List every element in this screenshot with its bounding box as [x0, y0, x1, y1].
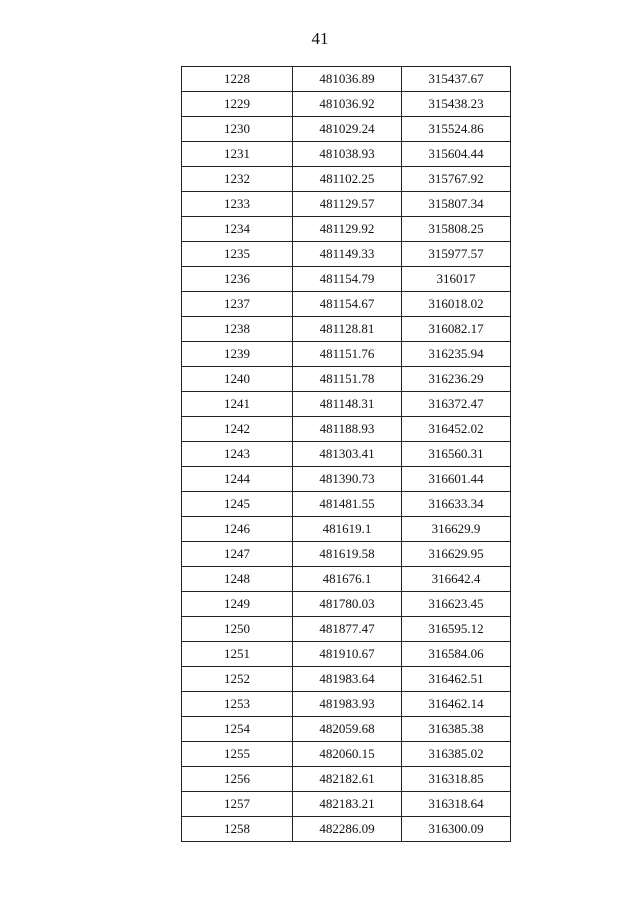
table-row — [182, 667, 511, 692]
point-number-cell: 1245 — [182, 492, 293, 517]
table-row — [182, 692, 511, 717]
point-number-cell: 1248 — [182, 567, 293, 592]
y-coordinate-cell: 316629.9 — [402, 517, 511, 542]
y-coordinate-cell: 316633.34 — [402, 492, 511, 517]
point-number-cell: 1242 — [182, 417, 293, 442]
point-number-cell: 1247 — [182, 542, 293, 567]
y-coordinate-cell: 315807.34 — [402, 192, 511, 217]
y-coordinate-cell: 316452.02 — [402, 417, 511, 442]
table-row — [182, 317, 511, 342]
y-coordinate-cell: 316462.51 — [402, 667, 511, 692]
table-row — [182, 242, 511, 267]
y-coordinate-cell: 316300.09 — [402, 817, 511, 842]
table-row — [182, 492, 511, 517]
y-coordinate-cell: 316595.12 — [402, 617, 511, 642]
table-row — [182, 267, 511, 292]
x-coordinate-cell: 481910.67 — [293, 642, 402, 667]
x-coordinate-cell: 482182.61 — [293, 767, 402, 792]
x-coordinate-cell: 481148.31 — [293, 392, 402, 417]
y-coordinate-cell: 316601.44 — [402, 467, 511, 492]
y-coordinate-cell: 316236.29 — [402, 367, 511, 392]
point-number-cell: 1246 — [182, 517, 293, 542]
table-row — [182, 117, 511, 142]
x-coordinate-cell: 481029.24 — [293, 117, 402, 142]
point-number-cell: 1228 — [182, 67, 293, 92]
table-row — [182, 67, 511, 92]
table-row — [182, 217, 511, 242]
table-row — [182, 567, 511, 592]
x-coordinate-cell: 481129.92 — [293, 217, 402, 242]
y-coordinate-cell: 316623.45 — [402, 592, 511, 617]
point-number-cell: 1252 — [182, 667, 293, 692]
point-number-cell: 1249 — [182, 592, 293, 617]
point-number-cell: 1233 — [182, 192, 293, 217]
y-coordinate-cell: 316082.17 — [402, 317, 511, 342]
x-coordinate-cell: 481149.33 — [293, 242, 402, 267]
y-coordinate-cell: 315524.86 — [402, 117, 511, 142]
y-coordinate-cell: 315808.25 — [402, 217, 511, 242]
x-coordinate-cell: 481481.55 — [293, 492, 402, 517]
point-number-cell: 1239 — [182, 342, 293, 367]
point-number-cell: 1244 — [182, 467, 293, 492]
y-coordinate-cell: 316318.64 — [402, 792, 511, 817]
x-coordinate-cell: 481619.1 — [293, 517, 402, 542]
point-number-cell: 1256 — [182, 767, 293, 792]
x-coordinate-cell: 481151.76 — [293, 342, 402, 367]
table-row — [182, 192, 511, 217]
x-coordinate-cell: 481983.93 — [293, 692, 402, 717]
x-coordinate-cell: 481154.67 — [293, 292, 402, 317]
point-number-cell: 1258 — [182, 817, 293, 842]
point-number-cell: 1250 — [182, 617, 293, 642]
table-row — [182, 767, 511, 792]
point-number-cell: 1251 — [182, 642, 293, 667]
x-coordinate-cell: 481036.89 — [293, 67, 402, 92]
x-coordinate-cell: 482059.68 — [293, 717, 402, 742]
table-row — [182, 542, 511, 567]
point-number-cell: 1237 — [182, 292, 293, 317]
table-row — [182, 792, 511, 817]
table-row — [182, 142, 511, 167]
x-coordinate-cell: 481154.79 — [293, 267, 402, 292]
y-coordinate-cell: 316235.94 — [402, 342, 511, 367]
x-coordinate-cell: 481102.25 — [293, 167, 402, 192]
y-coordinate-cell: 316385.02 — [402, 742, 511, 767]
point-number-cell: 1234 — [182, 217, 293, 242]
x-coordinate-cell: 481129.57 — [293, 192, 402, 217]
x-coordinate-cell: 481036.92 — [293, 92, 402, 117]
point-number-cell: 1229 — [182, 92, 293, 117]
y-coordinate-cell: 315604.44 — [402, 142, 511, 167]
point-number-cell: 1255 — [182, 742, 293, 767]
point-number-cell: 1243 — [182, 442, 293, 467]
table-row — [182, 417, 511, 442]
table-row — [182, 742, 511, 767]
table-row — [182, 442, 511, 467]
x-coordinate-cell: 481151.78 — [293, 367, 402, 392]
y-coordinate-cell: 316560.31 — [402, 442, 511, 467]
y-coordinate-cell: 315438.23 — [402, 92, 511, 117]
point-number-cell: 1238 — [182, 317, 293, 342]
y-coordinate-cell: 316629.95 — [402, 542, 511, 567]
point-number-cell: 1235 — [182, 242, 293, 267]
x-coordinate-cell: 481983.64 — [293, 667, 402, 692]
y-coordinate-cell: 316462.14 — [402, 692, 511, 717]
table-row — [182, 717, 511, 742]
y-coordinate-cell: 316372.47 — [402, 392, 511, 417]
y-coordinate-cell: 315767.92 — [402, 167, 511, 192]
y-coordinate-cell: 316318.85 — [402, 767, 511, 792]
y-coordinate-cell: 316385.38 — [402, 717, 511, 742]
table-row — [182, 392, 511, 417]
y-coordinate-cell: 316642.4 — [402, 567, 511, 592]
x-coordinate-cell: 481390.73 — [293, 467, 402, 492]
table-row — [182, 367, 511, 392]
table-row — [182, 167, 511, 192]
point-number-cell: 1253 — [182, 692, 293, 717]
table-row — [182, 617, 511, 642]
y-coordinate-cell: 315437.67 — [402, 67, 511, 92]
point-number-cell: 1254 — [182, 717, 293, 742]
x-coordinate-cell: 481780.03 — [293, 592, 402, 617]
x-coordinate-cell: 481676.1 — [293, 567, 402, 592]
point-number-cell: 1240 — [182, 367, 293, 392]
y-coordinate-cell: 316017 — [402, 267, 511, 292]
x-coordinate-cell: 482286.09 — [293, 817, 402, 842]
x-coordinate-cell: 482060.15 — [293, 742, 402, 767]
table-row — [182, 342, 511, 367]
x-coordinate-cell: 481038.93 — [293, 142, 402, 167]
point-number-cell: 1230 — [182, 117, 293, 142]
point-number-cell: 1241 — [182, 392, 293, 417]
point-number-cell: 1236 — [182, 267, 293, 292]
point-number-cell: 1257 — [182, 792, 293, 817]
table-row — [182, 592, 511, 617]
table-body — [182, 67, 511, 842]
x-coordinate-cell: 482183.21 — [293, 792, 402, 817]
y-coordinate-cell: 315977.57 — [402, 242, 511, 267]
y-coordinate-cell: 316584.06 — [402, 642, 511, 667]
x-coordinate-cell: 481619.58 — [293, 542, 402, 567]
y-coordinate-cell: 316018.02 — [402, 292, 511, 317]
table-row — [182, 292, 511, 317]
point-number-cell: 1232 — [182, 167, 293, 192]
point-number-cell: 1231 — [182, 142, 293, 167]
x-coordinate-cell: 481188.93 — [293, 417, 402, 442]
table-row — [182, 467, 511, 492]
x-coordinate-cell: 481877.47 — [293, 617, 402, 642]
table-row — [182, 642, 511, 667]
table-row — [182, 92, 511, 117]
coordinates-table — [181, 66, 511, 842]
table-row — [182, 817, 511, 842]
x-coordinate-cell: 481303.41 — [293, 442, 402, 467]
table-row — [182, 517, 511, 542]
page-number: 41 — [311, 29, 329, 48]
x-coordinate-cell: 481128.81 — [293, 317, 402, 342]
